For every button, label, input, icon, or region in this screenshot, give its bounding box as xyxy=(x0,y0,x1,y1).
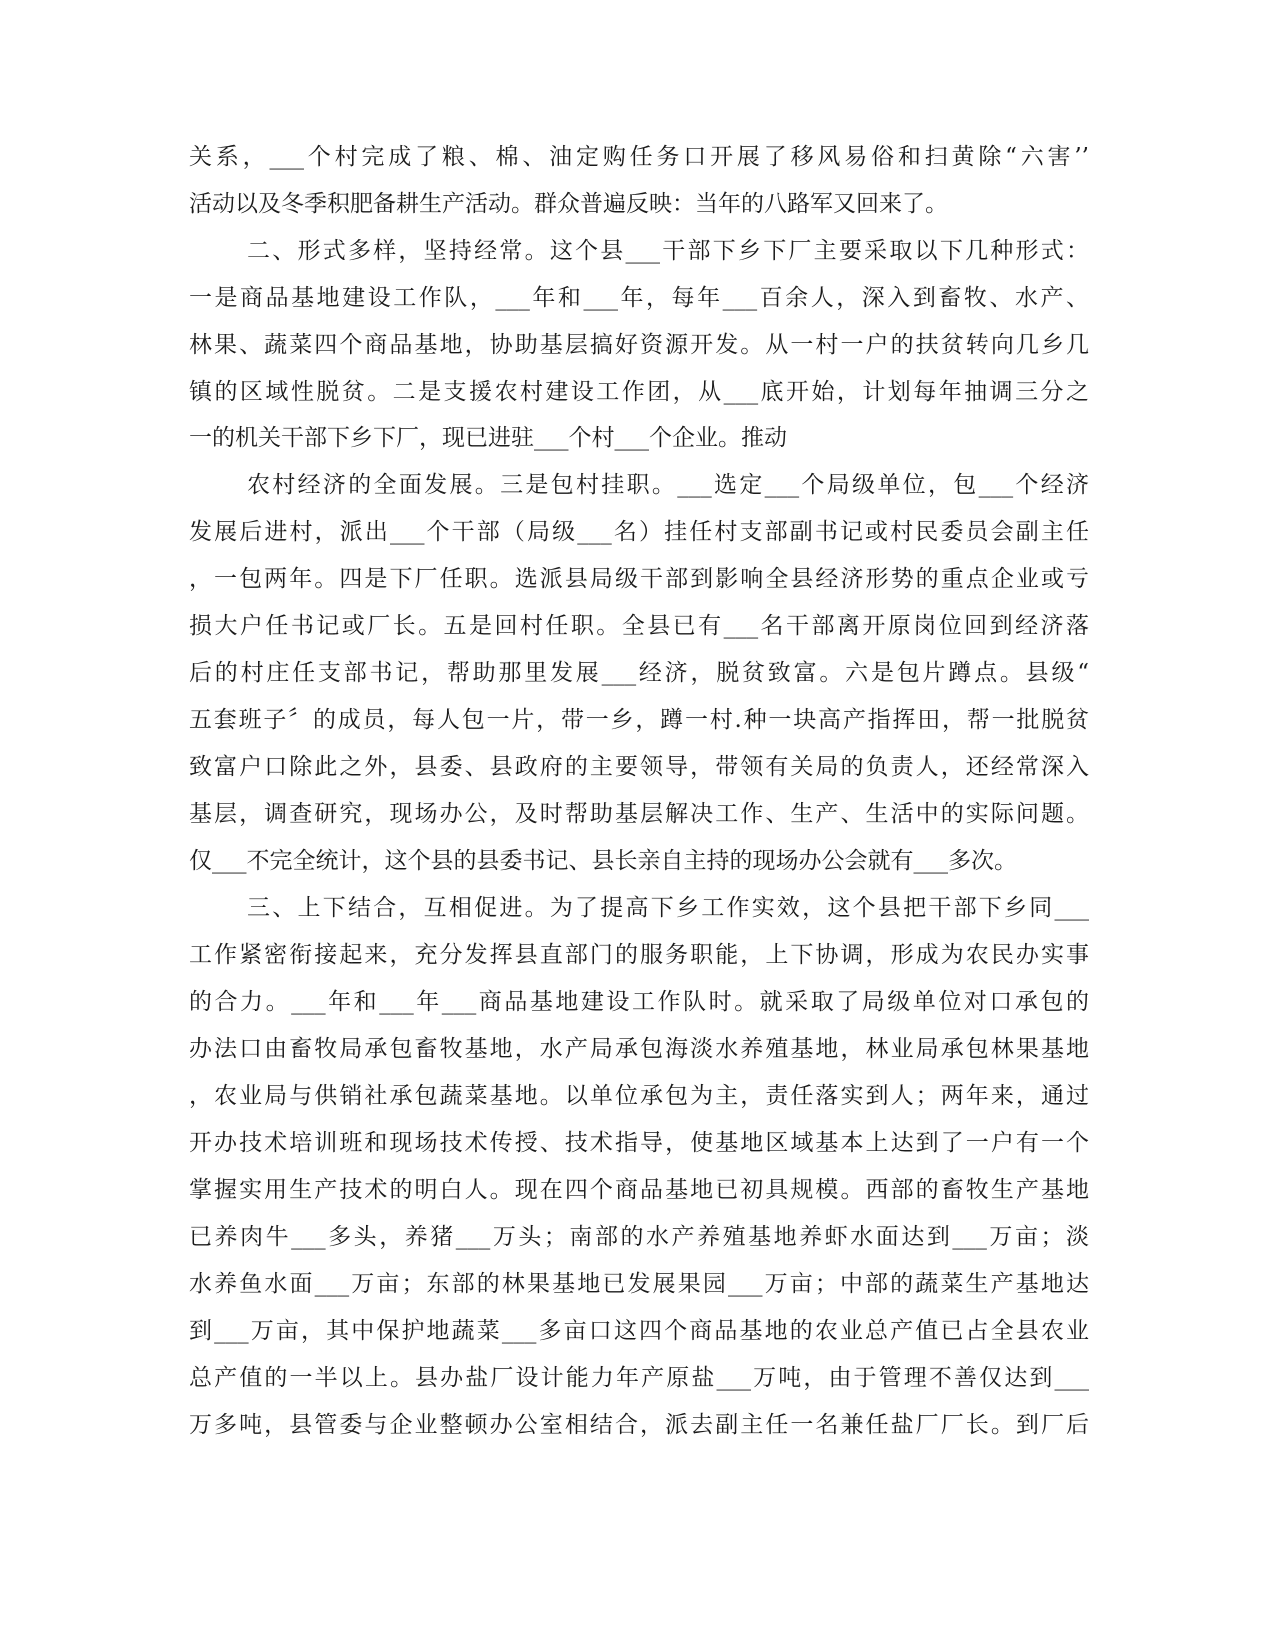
text-line: 一的机关干部下乡下厂，现已进驻___个村___个企业。推动 xyxy=(189,425,787,451)
text-line: 到___万亩，其中保护地蔬菜___多亩口这四个商品基地的农业总产值已占全县农业 xyxy=(189,1318,1089,1344)
text-line: 工作紧密衔接起来，充分发挥县直部门的服务职能，上下协调，形成为农民办实事 xyxy=(189,942,1089,968)
text-line: 水养鱼水面___万亩；东部的林果基地已发展果园___万亩；中部的蔬菜生产基地达 xyxy=(189,1271,1089,1297)
text-line: 镇的区域性脱贫。二是支援农村建设工作团，从___底开始，计划每年抽调三分之 xyxy=(189,379,1089,405)
text-line: 后的村庄任支部书记，帮助那里发展___经济，脱贫致富。六是包片蹲点。县级“ xyxy=(189,660,1089,686)
text-line: 活动以及冬季积肥备耕生产活动。群众普遍反映：当年的八路军又回来了。 xyxy=(189,191,948,217)
text-line: 关系，___个村完成了粮、棉、油定购任务口开展了移风易俗和扫黄除“六害’’ xyxy=(189,144,1089,170)
text-line: 开办技术培训班和现场技术传授、技术指导，使基地区域基本上达到了一户有一个 xyxy=(189,1130,1089,1156)
text-line: 农村经济的全面发展。三是包村挂职。___选定___个局级单位，包___个经济 xyxy=(247,472,1089,498)
text-line: 万多吨，县管委与企业整顿办公室相结合，派去副主任一名兼任盐厂厂长。到厂后 xyxy=(189,1412,1089,1438)
text-line: ，农业局与供销社承包蔬菜基地。以单位承包为主，责任落实到人；两年来，通过 xyxy=(189,1083,1089,1109)
text-line: 林果、蔬菜四个商品基地，协助基层搞好资源开发。从一村一户的扶贫转向几乡几 xyxy=(189,332,1089,358)
text-line: 办法口由畜牧局承包畜牧基地，水产局承包海淡水养殖基地，林业局承包林果基地 xyxy=(189,1036,1089,1062)
text-line: 仅___不完全统计，这个县的县委书记、县长亲自主持的现场办公会就有___多次。 xyxy=(189,848,1017,874)
text-line: 五套班子〞的成员，每人包一片，带一乡，蹲一村.种一块高产指挥田，帮一批脱贫 xyxy=(189,707,1089,733)
text-line: 基层，调查研究，现场办公，及时帮助基层解决工作、生产、生活中的实际问题。 xyxy=(189,801,1089,827)
text-line: 发展后进村，派出___个干部（局级___名）挂任村支部副书记或村民委员会副主任 xyxy=(189,519,1089,545)
text-line: 三、上下结合，互相促进。为了提高下乡工作实效，这个县把干部下乡同___ xyxy=(247,895,1089,921)
text-line: 一是商品基地建设工作队，___年和___年，每年___百余人，深入到畜牧、水产、 xyxy=(189,285,1089,311)
text-line: ，一包两年。四是下厂任职。选派县局级干部到影响全县经济形势的重点企业或亏 xyxy=(189,566,1089,592)
text-line: 总产值的一半以上。县办盐厂设计能力年产原盐___万吨，由于管理不善仅达到___ xyxy=(189,1365,1089,1391)
text-line: 的合力。___年和___年___商品基地建设工作队时。就采取了局级单位对口承包的 xyxy=(189,989,1089,1015)
text-line: 二、形式多样，坚持经常。这个县___干部下乡下厂主要采取以下几种形式： xyxy=(247,238,1089,264)
text-line: 致富户口除此之外，县委、县政府的主要领导，带领有关局的负责人，还经常深入 xyxy=(189,754,1089,780)
text-line: 损大户任书记或厂长。五是回村任职。全县已有___名干部离开原岗位回到经济落 xyxy=(189,613,1089,639)
text-line: 已养肉牛___多头，养猪___万头；南部的水产养殖基地养虾水面达到___万亩；淡 xyxy=(189,1224,1089,1250)
text-line: 掌握实用生产技术的明白人。现在四个商品基地已初具规模。西部的畜牧生产基地 xyxy=(189,1177,1089,1203)
